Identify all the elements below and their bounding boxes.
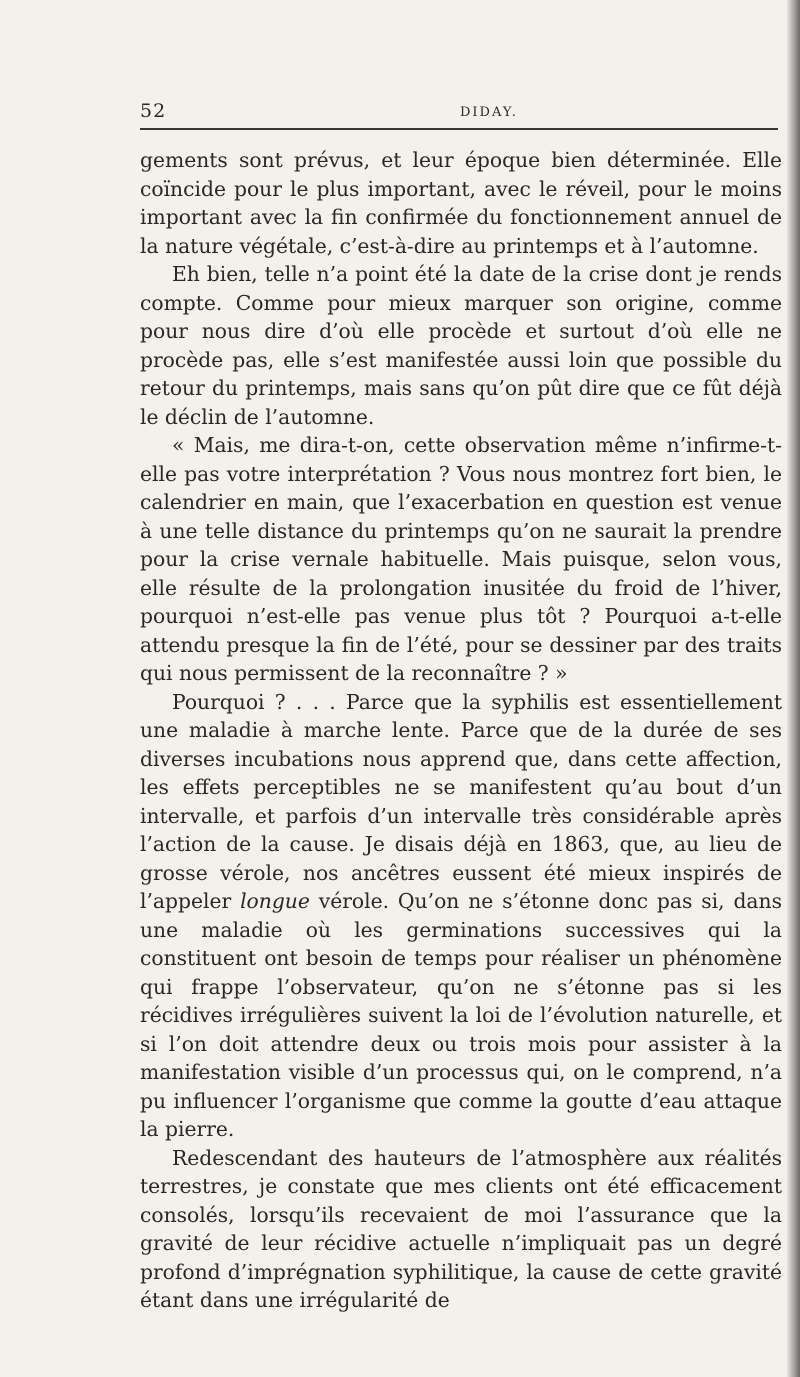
running-head: DIDAY. — [460, 105, 518, 120]
paragraph-4-text-before: Pourquoi ? . . . Parce que la syphilis est essentiellement une maladie à marche lente. Parce que de la durée de ses diverses incubations nous apprend que, dans cette affection, les effets perceptibles ne se manifestent qu’au bout d’un intervalle, et parfois d’un intervalle très considérable après l’action de la cause. Je disais déjà en 1863, que, au lieu de grosse vérole, nos ancêtres eussent été mieux inspirés de l’appeler — [140, 689, 782, 913]
paragraph-4-text-after: vérole. Qu’on ne s’étonne donc pas si, dans une maladie où les germinations successives qui la constituent ont besoin de temps pour réaliser un phénomène qui frappe l’observateur, qu’on ne s’étonne pas si les récidives irrégulières suivent la loi de l’évolution naturelle, et si l’on doit attendre deux ou trois mois pour assister à la manifestation visible d’un processus qui, on le comprend, n’a pu influencer l’organisme que comme la goutte d’eau attaque la pierre. — [140, 889, 782, 1141]
paragraph-1: gements sont prévus, et leur époque bien déterminée. Elle coïncide pour le plus important, avec le réveil, pour le moins important avec la fin confirmée du fonctionnement annuel de la nature végétale, c’est-à-dire au printemps et à l’automne. — [140, 148, 782, 258]
paragraph-5: Redescendant des hauteurs de l’atmosphère aux réalités terrestres, je constate que mes clients ont été efficacement consolés, lorsqu’ils recevaient de moi l’assurance que la gravité de leur récidive actuelle n’impliquait pas un degré profond d’imprégnation syphilitique, la cause de cette gravité étant dans une irrégularité de — [140, 1145, 782, 1312]
paragraph-3: « Mais, me dira-t-on, cette observation même n’infirme-t-elle pas votre interprétation ? Vous nous montrez fort bien, le calendrier en main, que l’exacerbation en question est venue à une telle distance du printemps qu’on ne saurait la prendre pour la crise vernale habituelle. Mais puisque, selon vous, elle résulte de la prolongation inusitée du froid de l’hiver, pourquoi n’est-elle pas venue plus tôt ? Pourquoi a-t-elle attendu presque la fin de l’été, pour se dessiner par des traits qui nous permissent de la reconnaître ? » — [140, 433, 782, 685]
header-rule — [140, 128, 778, 130]
page-edge-shadow — [786, 0, 800, 1377]
page-number: 52 — [140, 100, 167, 122]
page-header — [140, 100, 780, 130]
body-text — [140, 146, 782, 1315]
paragraph-4 — [140, 688, 782, 1144]
paragraph-2: Eh bien, telle n’a point été la date de la crise dont je rends compte. Comme pour mieux marquer son origine, comme pour nous dire d’où elle procède et surtout d’où elle ne procède pas, elle s’est manifestée aussi loin que possible du retour du printemps, mais sans qu’on pût dire que ce fût déjà le déclin de l’automne. — [140, 262, 782, 429]
paragraph-4-emphasis: longue — [240, 889, 310, 913]
